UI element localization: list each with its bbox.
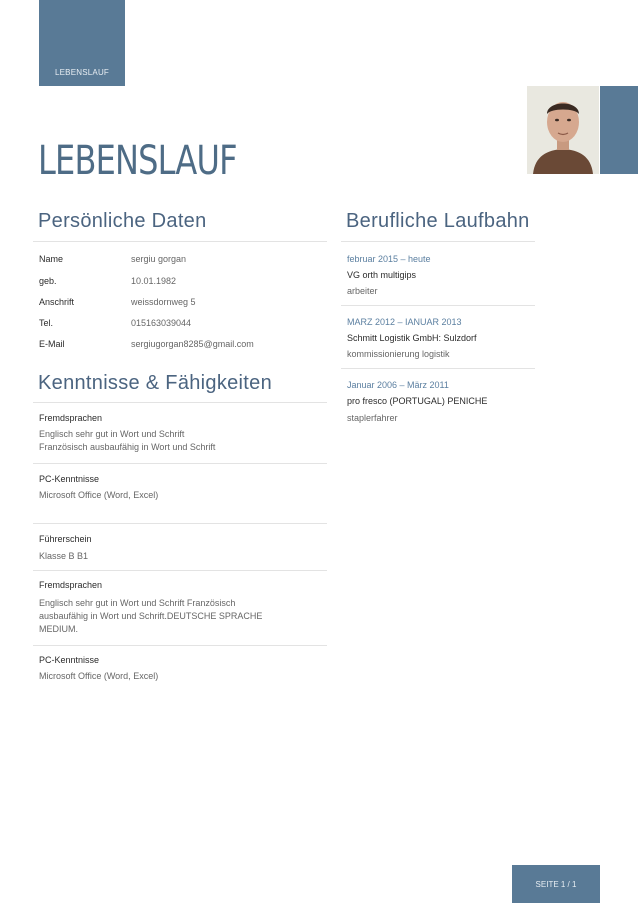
job-date: februar 2015 – heute — [347, 254, 431, 264]
divider — [33, 241, 327, 242]
page-number: SEITE 1 / 1 — [535, 879, 577, 889]
divider — [33, 645, 327, 646]
skill-text: Klasse B B1 — [39, 551, 89, 561]
personal-label-birth: geb. — [39, 276, 57, 286]
accent-bar — [600, 86, 638, 174]
job-company: VG orth multigips — [347, 270, 417, 280]
career-heading: Berufliche Laufbahn — [346, 210, 530, 232]
personal-value-name: sergiu gorgan — [131, 254, 187, 264]
job-role: kommissionierung logistik — [347, 349, 450, 359]
personal-value-email: sergiugorgan8285@gmail.com — [131, 339, 254, 349]
skill-text: Microsoft Office (Word, Excel) — [39, 490, 159, 500]
job-company: Schmitt Logistik GmbH: Sulzdorf — [347, 333, 477, 343]
skill-title: Führerschein — [39, 534, 92, 544]
profile-photo — [527, 86, 599, 174]
header-tab-label: LEBENSLAUF — [54, 68, 110, 77]
page-number-tab — [512, 865, 600, 903]
skill-text: Englisch sehr gut in Wort und Schrift Französisch ausbaufähig in Wort und Schrift.DEUTSCHE SPRACHE MEDIUM. — [39, 598, 263, 634]
page-title: LEBENSLAUF — [38, 138, 237, 184]
personal-value-birth: 10.01.1982 — [131, 276, 177, 286]
job-date: Januar 2006 – März 2011 — [347, 380, 449, 390]
divider — [33, 463, 327, 464]
personal-label-address: Anschrift — [39, 297, 75, 307]
skill-text: Microsoft Office (Word, Excel) — [39, 671, 159, 681]
skill-title: PC-Kenntnisse — [39, 474, 100, 484]
divider — [341, 305, 535, 306]
job-role: staplerfahrer — [347, 413, 398, 423]
job-date: MARZ 2012 – IANUAR 2013 — [347, 317, 462, 327]
header-tab — [39, 0, 125, 86]
job-company: pro fresco (PORTUGAL) PENICHE — [347, 396, 488, 406]
personal-label-name: Name — [39, 254, 64, 264]
skill-title: PC-Kenntnisse — [39, 655, 100, 665]
personal-value-address: weissdornweg 5 — [131, 297, 196, 307]
divider — [341, 368, 535, 369]
skills-heading: Kenntnisse & Fähigkeiten — [38, 372, 273, 394]
personal-label-email: E-Mail — [39, 339, 65, 349]
job-role: arbeiter — [347, 286, 378, 296]
divider — [33, 570, 327, 571]
skill-title: Fremdsprachen — [39, 580, 103, 590]
skill-title: Fremdsprachen — [39, 413, 103, 423]
profile-photo-image — [527, 86, 599, 174]
divider — [33, 523, 327, 524]
personal-value-phone: 015163039044 — [131, 318, 192, 328]
skill-text: Englisch sehr gut in Wort und Schrift Französisch ausbaufähig in Wort und Schrift — [39, 429, 216, 452]
personal-label-phone: Tel. — [39, 318, 54, 328]
divider — [341, 241, 535, 242]
divider — [33, 402, 327, 403]
personal-heading: Persönliche Daten — [38, 210, 207, 232]
